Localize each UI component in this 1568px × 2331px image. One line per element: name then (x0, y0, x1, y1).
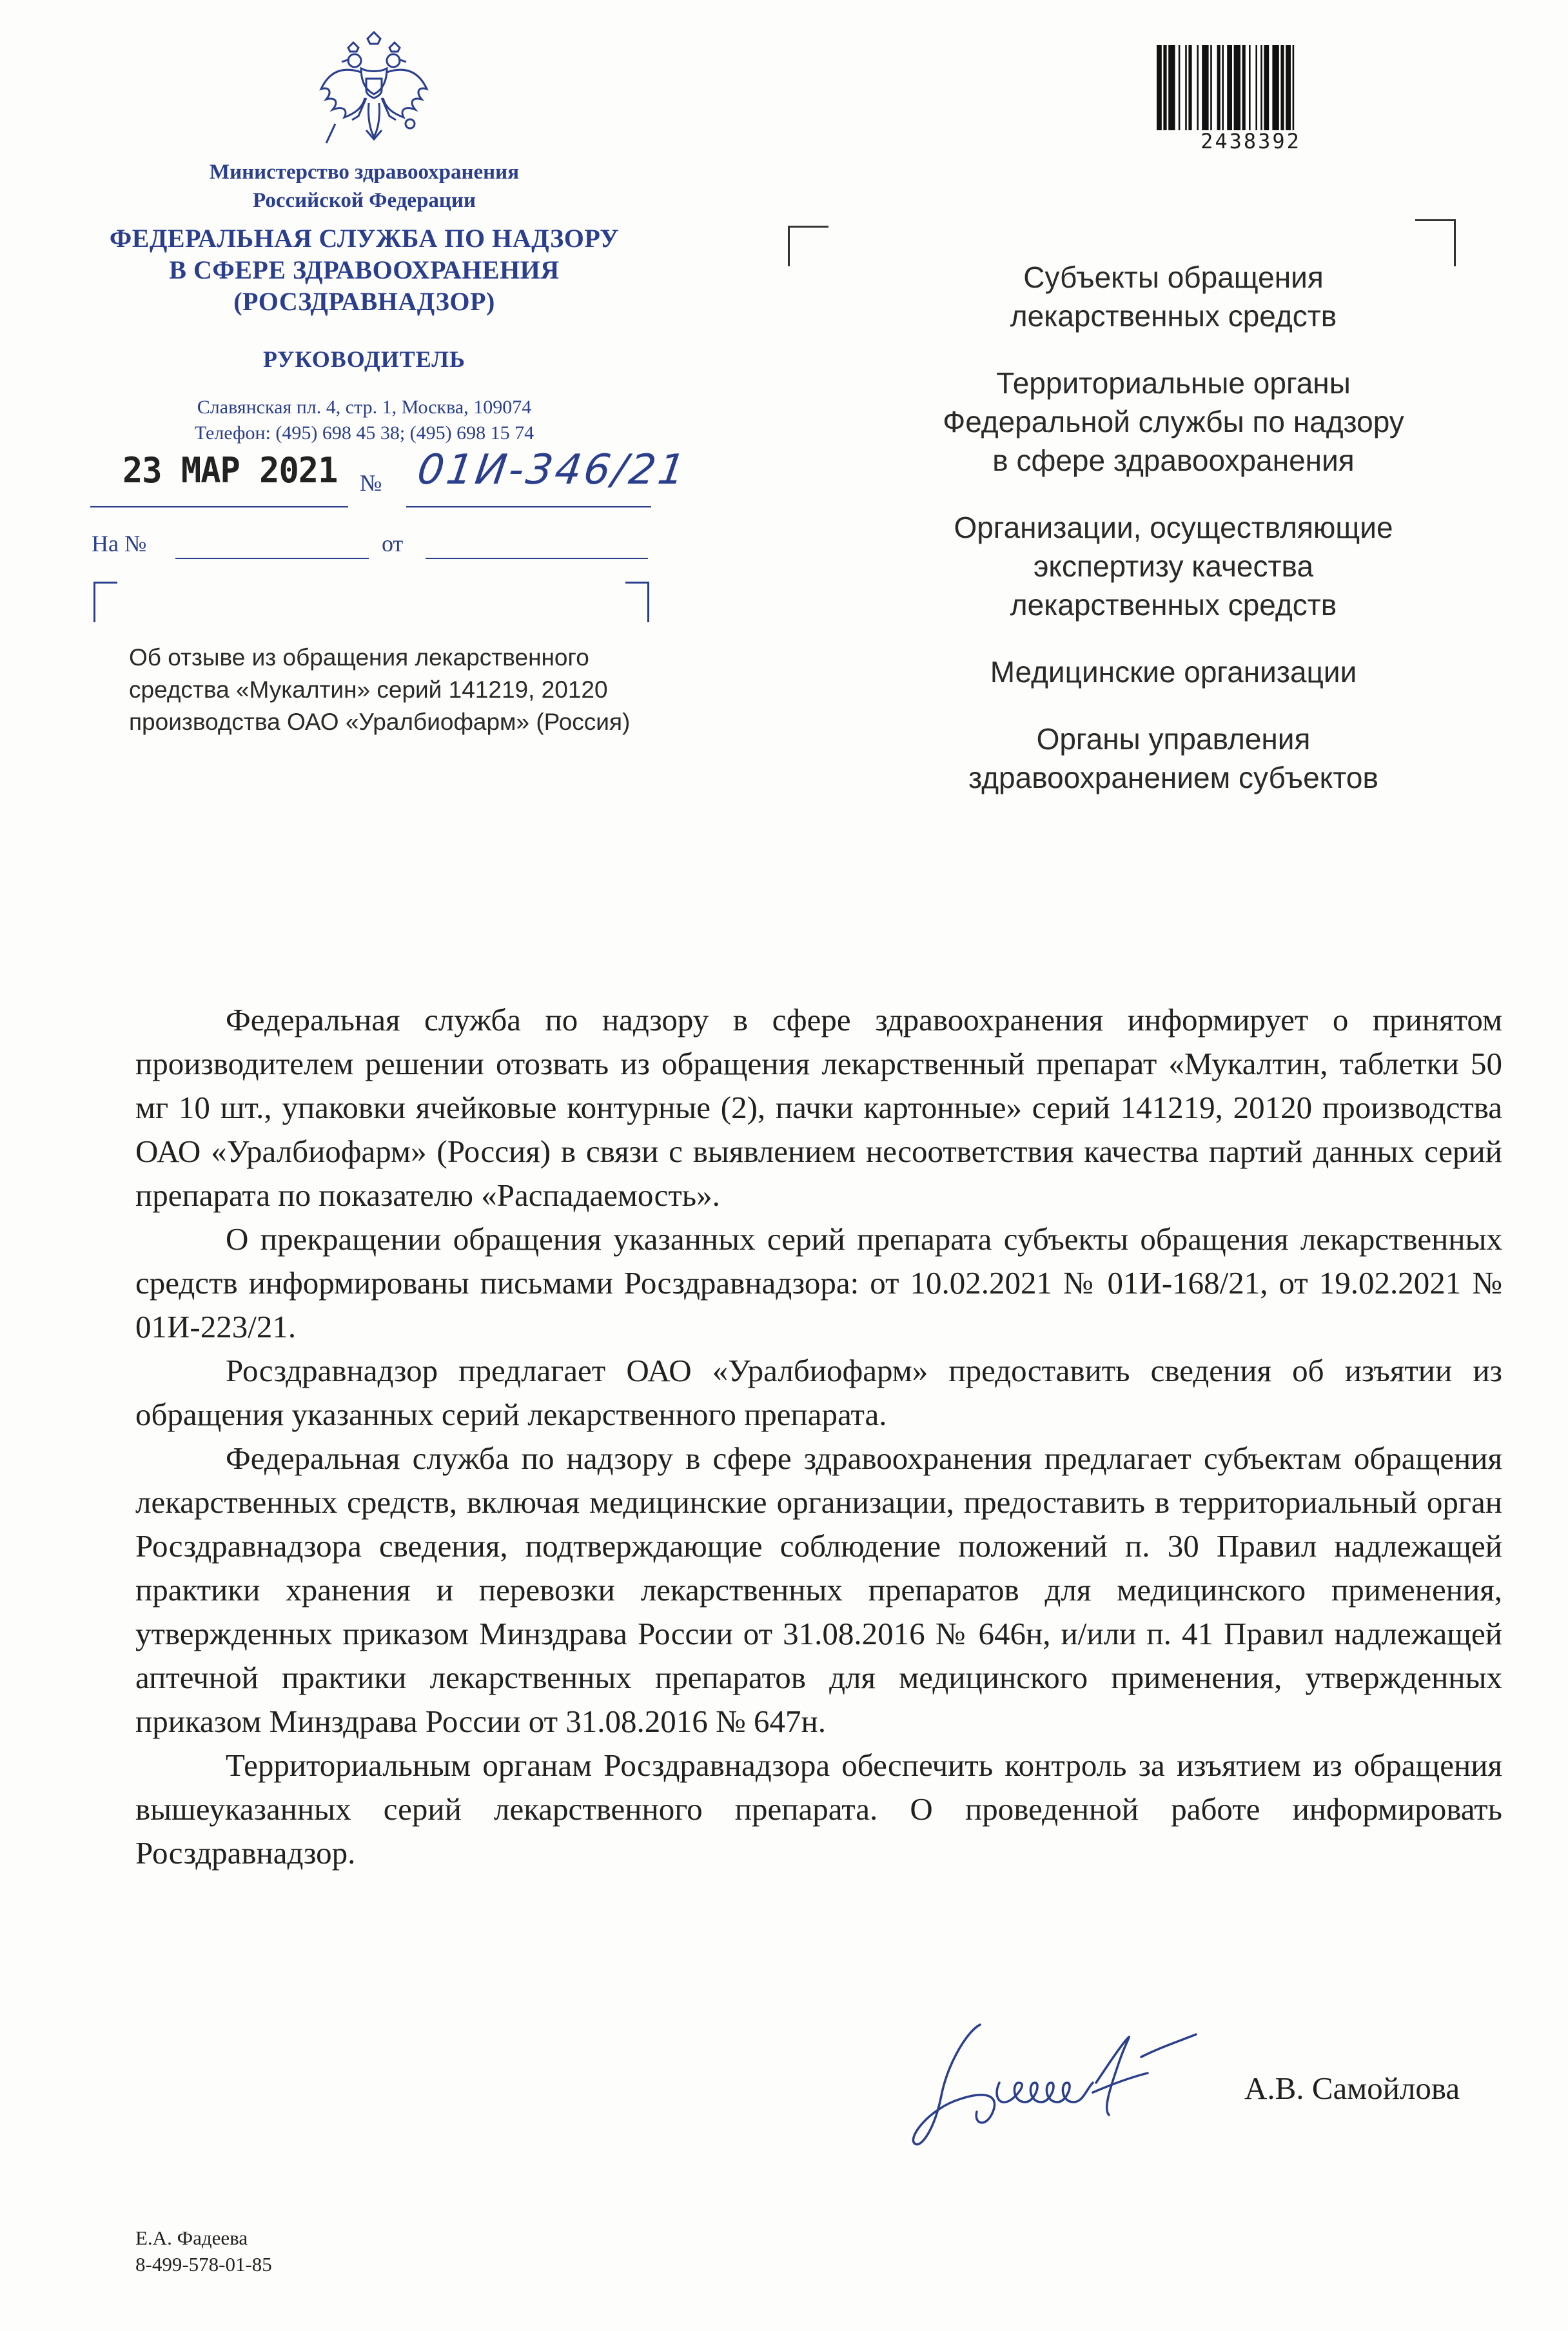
date-underline (90, 506, 348, 507)
executor-phone: 8-499-578-01-85 (135, 2253, 272, 2276)
registration-date-stamp: 23 MAP 2021 (122, 450, 338, 491)
barcode-bar (1255, 45, 1257, 130)
subject-line-1: Об отзыве из обращения лекарственного (129, 644, 589, 671)
letterhead-service-name (71, 222, 658, 317)
barcode-bar (1280, 45, 1284, 130)
in-reply-label: На № (92, 531, 147, 556)
barcode-bar (1227, 45, 1232, 130)
body-paragraph-3: Росздравнадзор предлагает ОАО «Уралбиофарм» предоставить сведения об изъятии из обращения указанных серий лекарственного препарата. (135, 1353, 1502, 1432)
body-paragraph-4: Федеральная служба по надзору в сфере здравоохранения предлагает субъектам обращения лекарственных средств, включая медицинские организации, предоставить в территориальный орган Росздравнадзора сведения, подтверждающие соблюдение положений п. 30 Правил надлежащей практики хранения и перевозки лекарственных препаратов для медицинского применения, утвержденных приказом Минздрава России от 31.08.2016 № 646н, и/или п. 41 Правил надлежащей аптечной практики лекарственных препаратов для медицинского применения, утвержденных приказом Минздрава России от 31.08.2016 № 647н. (135, 1441, 1502, 1739)
addressee-group (890, 653, 1457, 691)
barcode-bar (1272, 45, 1279, 130)
service-line-2: В СФЕРЕ ЗДРАВООХРАНЕНИЯ (169, 255, 560, 284)
executor-info (135, 2225, 272, 2277)
barcode-bar (1260, 45, 1262, 130)
letterhead-ministry (110, 158, 619, 215)
service-line-3: (РОСЗДРАВНАДЗОР) (233, 287, 495, 316)
barcode-bar (1163, 45, 1166, 130)
barcode-icon (1154, 45, 1322, 135)
addressee-group (890, 364, 1457, 480)
addressee-line: Органы управления (1036, 722, 1311, 756)
letter-subject (129, 642, 722, 738)
phone-line: Телефон: (495) 698 45 38; (495) 698 15 74 (194, 422, 534, 444)
barcode-bar (1264, 45, 1269, 130)
signer-name: А.В. Самойлова (1244, 2070, 1460, 2106)
body-paragraph-5: Территориальным органам Росздравнадзора обеспечить контроль за изъятием из обращения вышеуказанных серий лекарственного препарата. О проведенной работе информировать Росздравнадзор. (135, 1747, 1502, 1871)
subject-corner-right (625, 582, 649, 622)
barcode-bar (1286, 45, 1291, 130)
addressee-line: Организации, осуществляющие (954, 511, 1393, 544)
body-paragraph-2: О прекращении обращения указанных серий препарата субъекты обращения лекарственных средств информированы письмами Росздравнадзора: от 10.02.2021 № 01И-168/21, от 19.02.2021 № 01И-223/21. (135, 1221, 1502, 1344)
addressee-line: Территориальные органы (996, 366, 1351, 400)
addressee-line: лекарственных средств (1010, 588, 1337, 622)
barcode-bar (1293, 45, 1295, 130)
addressee-line: в сфере здравоохранения (992, 444, 1355, 477)
barcode-bar (1188, 45, 1191, 130)
addressee-line: здравоохранением субъектов (968, 761, 1378, 794)
barcode-bar (1168, 45, 1175, 130)
subject-corner-left (93, 582, 117, 622)
addressee-line: Федеральной службы по надзору (943, 405, 1404, 438)
barcode-bar (1197, 45, 1199, 130)
ministry-line-1: Министерство здравоохранения (209, 161, 520, 184)
letterhead-head-title: РУКОВОДИТЕЛЬ (263, 346, 466, 372)
barcode-bar (1222, 45, 1224, 130)
from-label: от (382, 531, 404, 556)
address-line: Славянская пл. 4, стр. 1, Москва, 109074 (197, 397, 532, 418)
addressee-line: лекарственных средств (1010, 299, 1337, 333)
barcode-bar (1249, 45, 1251, 130)
handwritten-signature (903, 1986, 1277, 2160)
letterhead-address (110, 395, 619, 446)
addressee-group (890, 508, 1457, 624)
addressee-list (890, 258, 1457, 825)
barcode-bar (1179, 45, 1181, 130)
barcode-bar (1234, 45, 1240, 130)
subject-line-2: средства «Мукалтин» серий 141219, 20120 (129, 676, 608, 703)
from-underline (426, 558, 648, 559)
addressee-group (890, 258, 1457, 335)
barcode-bar (1217, 45, 1220, 130)
barcode-bar (1202, 45, 1208, 130)
barcode-bar (1157, 45, 1162, 130)
letter-body (135, 998, 1502, 1875)
in-reply-underline (175, 558, 369, 559)
barcode-bar (1242, 45, 1246, 130)
coat-of-arms-icon (309, 27, 438, 156)
addressee-line: Медицинские организации (990, 655, 1357, 689)
number-underline (406, 506, 651, 507)
executor-name: Е.А. Фадеева (135, 2227, 248, 2249)
service-line-1: ФЕДЕРАЛЬНАЯ СЛУЖБА ПО НАДЗОРУ (109, 224, 620, 253)
addressee-corner-left (788, 226, 828, 266)
registration-number: 01И-346/21 (414, 446, 691, 494)
barcode-number: 2438392 (1200, 129, 1301, 153)
barcode-bar (1185, 45, 1187, 130)
addressee-line: Субъекты обращения (1023, 261, 1324, 294)
number-sign: № (360, 470, 382, 496)
body-paragraph-1: Федеральная служба по надзору в сфере здравоохранения информирует о принятом производителем решении отозвать из обращения лекарственный препарат «Мукалтин, таблетки 50 мг 10 шт., упаковки ячейковые контурные (2), пачки картонные» серий 141219, 20120 производства ОАО «Уралбиофарм» (Россия) в связи с выявлением несоответствия качества партий данных серий препарата по показателю «Распадаемость». (135, 1002, 1502, 1213)
addressee-group (890, 720, 1457, 797)
addressee-line: экспертизу качества (1033, 549, 1314, 583)
barcode-bar (1210, 45, 1212, 130)
subject-line-3: производства ОАО «Уралбиофарм» (Россия) (129, 709, 631, 735)
ministry-line-2: Российской Федерации (253, 189, 476, 212)
